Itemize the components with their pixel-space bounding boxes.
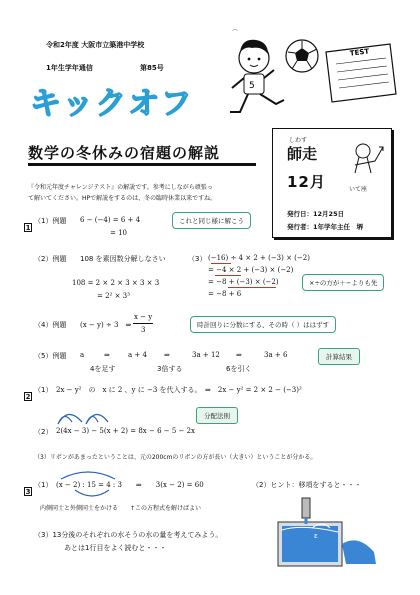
q1-p5-arrow-1: ⇒	[104, 351, 110, 359]
q1-p5-sub-1: 4を足す	[90, 365, 116, 373]
q1-p3-line-4: = −8 + 6	[208, 290, 242, 298]
q1-p3-underline-3	[228, 280, 276, 288]
q1-p5-arrow-3: ⇒	[236, 351, 242, 359]
svg-text:5: 5	[249, 81, 255, 91]
q3-p3-line-2: あとは1行目をよく読むと・・・	[64, 544, 167, 552]
issue-number: 第85号	[140, 64, 164, 72]
q2-p1-label: （1）	[34, 386, 53, 394]
month-box	[272, 128, 392, 238]
intro-line-2: て解いてください。HPで解説をするのは、冬の臨時休業以来ですね。	[28, 195, 217, 202]
q1-p5-label: （5）例題	[34, 352, 67, 360]
soccer-boy-illustration	[222, 30, 322, 120]
q1-p5-note: 計算結果	[318, 348, 360, 365]
test-paper-illustration	[320, 42, 398, 104]
question-3-marker: 3	[25, 488, 31, 496]
q1-p1-expr2: = 10	[110, 229, 127, 237]
q1-p3-underline-1	[211, 256, 231, 264]
q3-p3-line-1: （3）13分後のそれぞれの水そうの水の量を考えてみよう。	[34, 531, 223, 539]
title-underline	[28, 163, 256, 166]
q1-p3-label: （3）	[188, 255, 207, 263]
q1-p2-text: 108 を素因数分解しなさい	[80, 255, 166, 263]
q1-p4-frac-num: x − y	[134, 313, 153, 321]
newsletter-title: キックオフ	[30, 86, 194, 122]
question-2-marker: 2	[25, 393, 31, 401]
q1-p5-sub-3: 6を引く	[226, 365, 252, 373]
motion-lines-icon: ⌒	[232, 30, 239, 37]
q1-p3-line-1: (−16) ÷ 4 × 2 + (−3) × (−2)	[208, 254, 310, 262]
q1-p3-line-3: = −8 + (−3) × (−2)	[208, 278, 279, 286]
q1-p4-note: 時計回りに分数にする、その時（ ）ははずす	[190, 316, 336, 333]
question-1-marker: 1	[25, 224, 31, 232]
q3-p1-expr: (x − 2) : 15 = 4 : 3 ⇒ 3(x − 2) = 60	[56, 481, 204, 489]
month-reading: しわす	[289, 137, 308, 144]
test-label: TEST	[349, 47, 370, 58]
q2-p1-text: 2x − y² の x に 2 、y に −3 を代入する。 ⇒ 2x − y² = 2 × 2 − (−3)²	[56, 386, 302, 394]
q2-p3-text: （3）リボンがあまったということは、元の200cmのリボンの方が長い（大きい）ということが分かる。	[34, 454, 317, 461]
intro-line-1: 『令和元年度チャレンジテスト』の解説です。参考にしながら頑張っ	[28, 184, 213, 191]
q1-p5-sub-2: 3倍する	[157, 365, 183, 373]
newsletter-label: 1年生学年通信	[46, 64, 93, 72]
q1-p4-frac-bar	[133, 323, 153, 324]
q2-p2-note: 分配法則	[196, 407, 238, 424]
q1-p5-step-4: 3a + 6	[264, 351, 288, 359]
q1-p5-arrow-2: ⇒	[164, 351, 170, 359]
q1-p1-expr: 6 − (−4) = 6 + 4	[80, 216, 141, 224]
distributive-arrows-icon	[52, 406, 112, 428]
issuer: 発行者：1年学年主任 堺	[287, 223, 364, 231]
q3-p1-sub: 内側同士と外側同士をかける ↑この方程式を解けばよい	[40, 505, 202, 512]
q1-p3-note: ×÷の方が＋−よりも先	[302, 274, 384, 291]
q1-p5-step-2: a + 4	[128, 351, 147, 359]
q2-p2-label: （2）	[34, 428, 53, 436]
q1-p3-line-2: = −4 × 2 + (−3) × (−2)	[208, 266, 294, 274]
q1-p3-underline-2	[215, 268, 241, 276]
q1-p1-label: （1）例題	[34, 217, 67, 225]
month-number: 12月	[287, 173, 326, 191]
q1-p4-label: （4）例題	[34, 321, 67, 329]
q1-p5-step-1: a	[80, 351, 85, 359]
school-name: 令和2年度 大阪市立築港中学校	[46, 41, 145, 49]
q1-p2-expr2: = 2² × 3³	[97, 292, 130, 300]
q2-p2-expr: 2(4x − 3) − 5(x + 2) = 8x − 6 − 5 − 2x	[56, 427, 196, 435]
q1-p4-expr: (x − y) ÷ 3 ⇒	[80, 321, 132, 329]
main-title: 数学の冬休みの宿題の解説	[28, 144, 221, 162]
sagittarius-icon	[345, 139, 387, 181]
q1-p1-note: これと同じ様に解こう	[172, 212, 251, 229]
q1-p4-frac-den: 3	[141, 326, 146, 334]
svg-text:ε: ε	[314, 532, 318, 540]
water-tank-illustration	[272, 494, 382, 572]
zodiac-label: いて座	[349, 186, 368, 193]
q1-p2-label: （2）例題	[34, 255, 67, 263]
q3-p2-text: （2）ヒント：移項をすると・・・	[252, 481, 362, 489]
inner-product-arc-icon	[72, 488, 112, 500]
q3-p1-label: （1）	[34, 481, 53, 489]
month-name: 師走	[287, 145, 318, 163]
q1-p5-step-3: 3a + 12	[192, 351, 220, 359]
issue-date: 発行日：12月25日	[287, 210, 345, 218]
q1-p2-expr: 108 = 2 × 2 × 3 × 3 × 3	[72, 279, 160, 287]
